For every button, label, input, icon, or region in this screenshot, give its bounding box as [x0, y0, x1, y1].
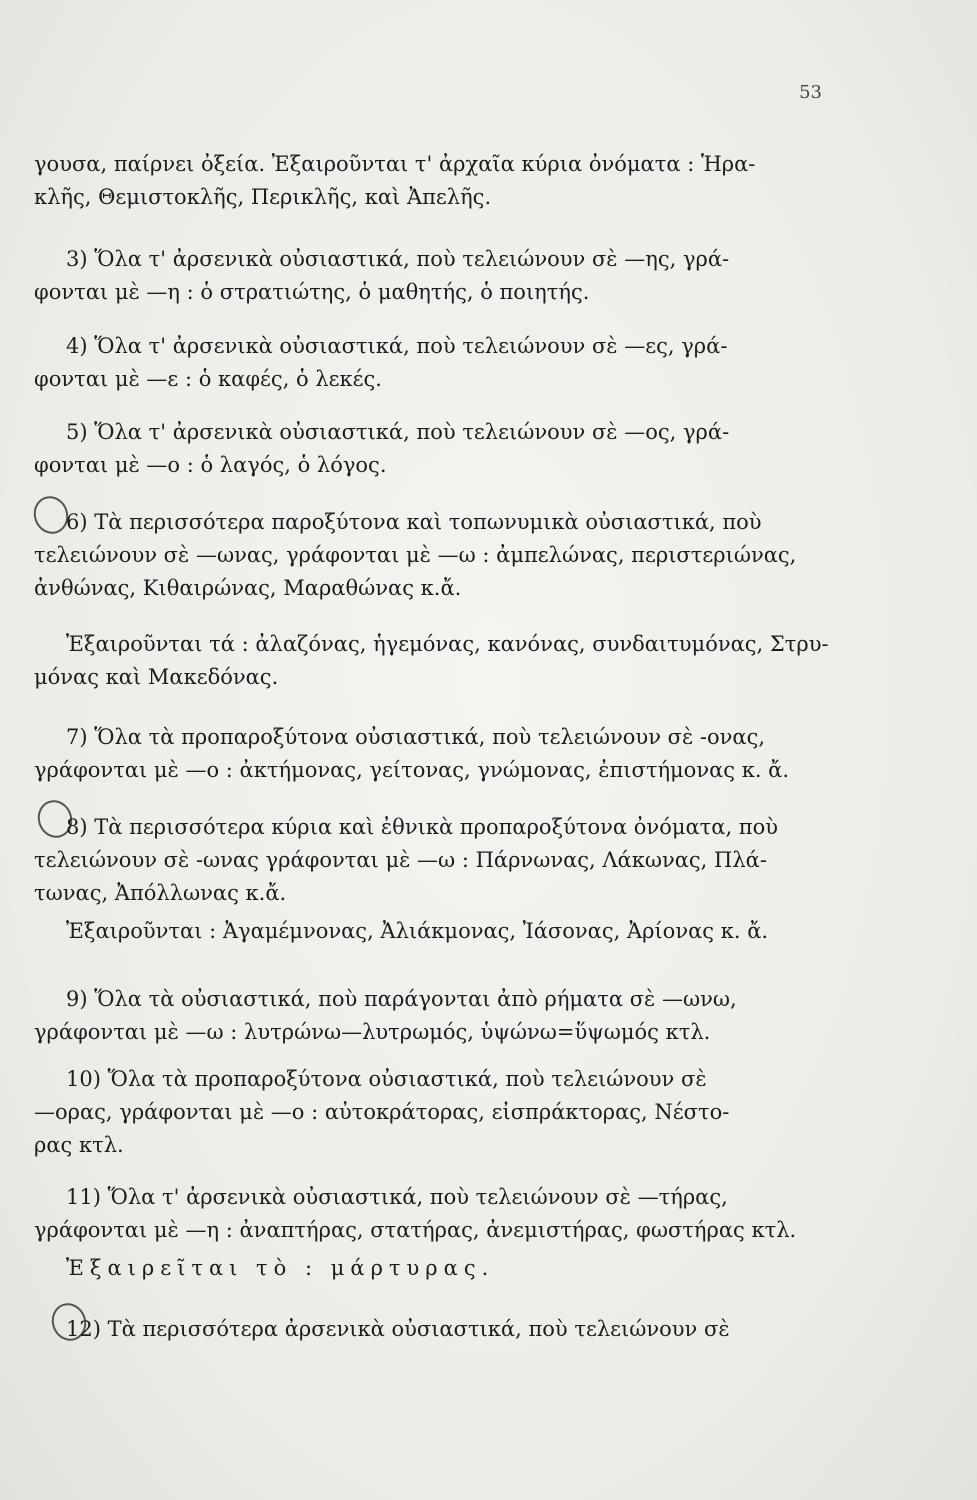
rule-6-exceptions-cont: μόνας καὶ Μακεδόνας.: [34, 665, 279, 689]
rule-12-heading: 12) Τὰ περισσότερα ἀρσενικὰ οὐσιαστικά, ποὺ τελειώνουν σὲ: [66, 1317, 730, 1341]
text-line: γουσα, παίρνει ὀξεία. Ἐξαιροῦνται τ' ἀρχαῖα κύρια ὀνόματα : Ἡρα-: [34, 152, 756, 176]
rule-7-body: γράφονται μὲ —ο : ἀκτήμονας, γείτονας, γνώμονας, ἐπιστήμονας κ. ἄ.: [34, 758, 790, 782]
rule-4-body: φονται μὲ —ε : ὁ καφές, ὁ λεκές.: [34, 367, 382, 391]
rule-11-exceptions: Ἐξαιρεῖται τὸ : μάρτυρας.: [66, 1256, 495, 1280]
rule-6-examples: ἀνθώνας, Κιθαιρώνας, Μαραθώνας κ.ἄ.: [34, 576, 462, 600]
rule-5-heading: 5) Ὅλα τ' ἀρσενικὰ οὐσιαστικά, ποὺ τελειώνουν σὲ —ος, γρά-: [66, 420, 730, 444]
rule-10-examples: ρας κτλ.: [34, 1133, 124, 1157]
rule-8-examples: τωνας, Ἀπόλλωνας κ.ἄ.: [34, 881, 287, 905]
page-number: 53: [799, 82, 822, 103]
rule-8-body: τελειώνουν σὲ -ωνας γράφονται μὲ —ω : Πάρνωνας, Λάκωνας, Πλά-: [34, 848, 767, 872]
text-line: κλῆς, Θεμιστοκλῆς, Περικλῆς, καὶ Ἀπελῆς.: [34, 185, 492, 209]
rule-10-body: —ορας, γράφονται μὲ —ο : αὐτοκράτορας, εἰσπράκτορας, Νέστο-: [34, 1100, 730, 1124]
rule-11-body: γράφονται μὲ —η : ἀναπτήρας, στατήρας, ἀνεμιστήρας, φωστήρας κτλ.: [34, 1218, 797, 1242]
rule-9-body: γράφονται μὲ —ω : λυτρώνω—λυτρωμός, ὑψώνω=ὕψωμός κτλ.: [34, 1020, 711, 1044]
rule-6-body: τελειώνουν σὲ —ωνας, γράφονται μὲ —ω : ἀμπελώνας, περιστεριώνας,: [34, 543, 797, 567]
rule-6-exceptions: Ἐξαιροῦνται τά : ἀλαζόνας, ἡγεμόνας, κανόνας, συνδαιτυμόνας, Στρυ-: [66, 632, 829, 656]
rule-11-heading: 11) Ὅλα τ' ἀρσενικὰ οὐσιαστικά, ποὺ τελειώνουν σὲ —τήρας,: [66, 1185, 728, 1209]
rule-3-heading: 3) Ὅλα τ' ἀρσενικὰ οὐσιαστικά, ποὺ τελειώνουν σὲ —ης, γρά-: [66, 247, 730, 271]
rule-3-body: φονται μὲ —η : ὁ στρατιώτης, ὁ μαθητής, ὁ ποιητής.: [34, 280, 590, 304]
rule-7-heading: 7) Ὅλα τὰ προπαροξύτονα οὐσιαστικά, ποὺ τελειώνουν σὲ -ονας,: [66, 725, 766, 749]
rule-6-heading: 6) Τὰ περισσότερα παροξύτονα καὶ τοπωνυμικὰ οὐσιαστικά, ποὺ: [66, 510, 762, 534]
rule-9-heading: 9) Ὅλα τὰ οὐσιαστικά, ποὺ παράγονται ἀπὸ ρήματα σὲ —ωνω,: [66, 987, 737, 1011]
rule-5-body: φονται μὲ —ο : ὁ λαγός, ὁ λόγος.: [34, 453, 387, 477]
rule-8-heading: 8) Τὰ περισσότερα κύρια καὶ ἐθνικὰ προπαροξύτονα ὀνόματα, ποὺ: [66, 815, 779, 839]
rule-10-heading: 10) Ὅλα τὰ προπαροξύτονα οὐσιαστικά, ποὺ τελειώνουν σὲ: [66, 1067, 707, 1091]
rule-8-exceptions: Ἐξαιροῦνται : Ἀγαμέμνονας, Ἀλιάκμονας, Ἰάσονας, Ἀρίονας κ. ἄ.: [66, 919, 769, 943]
rule-4-heading: 4) Ὅλα τ' ἀρσενικὰ οὐσιαστικά, ποὺ τελειώνουν σὲ —ες, γρά-: [66, 334, 728, 358]
